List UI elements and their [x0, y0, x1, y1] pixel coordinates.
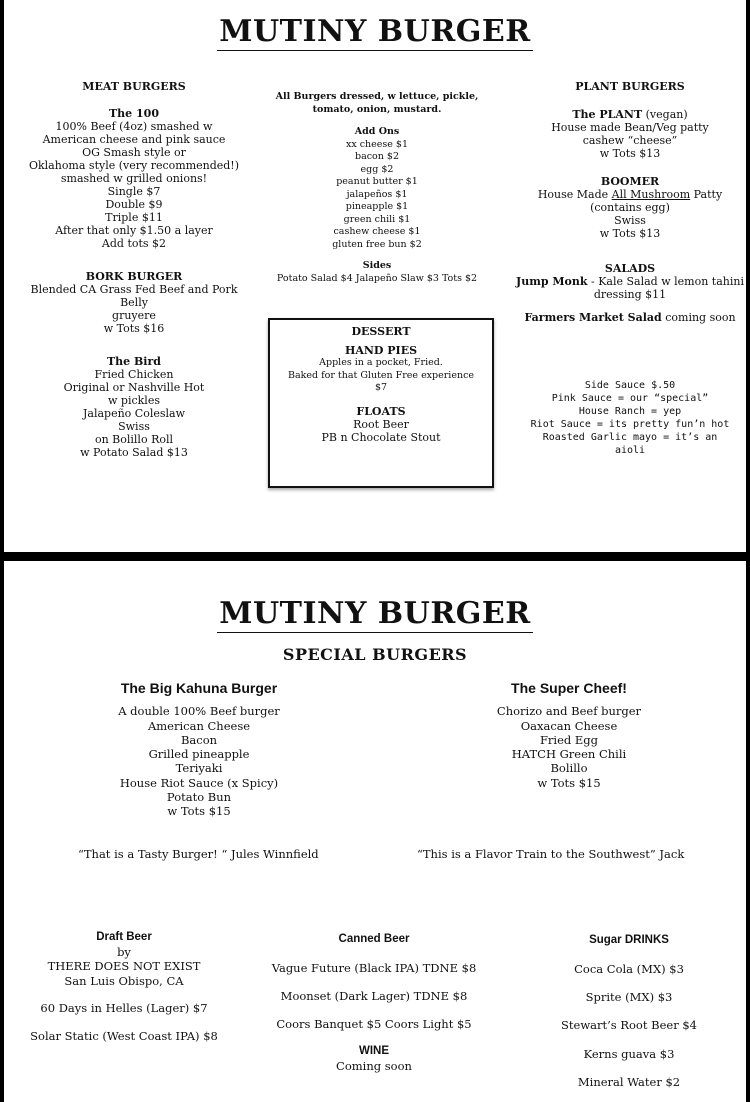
boomer-patty-line: House Made All Mushroom Patty: [537, 188, 723, 201]
the-100-title: The 100: [109, 107, 159, 120]
draft-beer-title: Draft Beer: [96, 931, 152, 943]
boomer-description: (contains egg) Swiss w Tots $13: [590, 201, 670, 240]
super-cheef-description: Chorizo and Beef burger Oaxacan Cheese Fried Egg HATCH Green Chili Bolillo w Tots $15: [496, 704, 642, 790]
big-kahuna-column: [74, 681, 324, 819]
farmers-market-line: Farmers Market Salad coming soon: [524, 311, 736, 324]
sides-title: Sides: [362, 260, 392, 271]
sugar-drink-5: Mineral Water $2: [577, 1075, 681, 1090]
quote-jack: “This is a Flavor Train to the Southwest” Jack: [417, 847, 685, 861]
page1-title: MUTINY BURGER: [219, 14, 531, 49]
page2-title: MUTINY BURGER: [219, 596, 531, 631]
wine-title: WINE: [358, 1045, 390, 1058]
big-kahuna-description: A double 100% Beef burger American Cheese Bacon Grilled pineapple Teriyaki House Riot Sauce (x Spicy) Potato Bun w Tots $15: [118, 704, 280, 819]
quote-jules: “That is a Tasty Burger! “ Jules Winnfield: [78, 847, 319, 861]
super-cheef-column: [444, 681, 694, 790]
canned-beer-2: Moonset (Dark Lager) TDNE $8: [280, 989, 468, 1004]
sugar-drink-1: Coca Cola (MX) $3: [574, 962, 684, 977]
meat-burgers-heading: MEAT BURGERS: [82, 80, 186, 93]
draft-beer-1: 60 Days in Helles (Lager) $7: [40, 1001, 208, 1015]
special-burgers-heading: SPECIAL BURGERS: [282, 645, 468, 664]
super-cheef-title: The Super Cheef!: [511, 680, 627, 696]
canned-beer-column: [258, 932, 490, 1073]
canned-beer-1: Vague Future (Black IPA) TDNE $8: [271, 961, 477, 976]
floats-title: FLOATS: [356, 404, 406, 418]
wine-note: Coming soon: [336, 1058, 412, 1073]
meat-burgers-column: [26, 80, 242, 459]
salads-heading: SALADS: [604, 262, 656, 275]
sugar-drink-4: Kerns guava $3: [583, 1047, 675, 1062]
sides-list: Potato Salad $4 Jalapeño Slaw $3 Tots $2: [276, 272, 478, 284]
sugar-drink-3: Stewart’s Root Beer $4: [561, 1018, 697, 1033]
big-kahuna-title: The Big Kahuna Burger: [120, 680, 278, 696]
add-ons-column: [262, 91, 492, 285]
jump-monk-line-2: dressing $11: [593, 288, 667, 301]
jump-monk-line: Jump Monk - Kale Salad w lemon tahini: [516, 275, 744, 288]
sauces-list: Side Sauce $.50 Pink Sauce = our “special” House Ranch = yep Riot Sauce = its pretty fun’n hot Roasted Garlic mayo = it’s an aioli: [530, 380, 730, 456]
canned-beer-title: Canned Beer: [338, 933, 410, 945]
add-ons-list: xx cheese $1 bacon $2 egg $2 peanut butter $1 jalapeños $1 pineapple $1 green chili $1 cashew cheese $1 gluten free bun $2: [332, 138, 422, 250]
dessert-box: [268, 318, 494, 488]
canned-beer-3: Coors Banquet $5 Coors Light $5: [276, 1017, 472, 1032]
sugar-drinks-title: Sugar DRINKS: [589, 934, 669, 946]
menu-page-2: [4, 561, 746, 1102]
the-bird-description: Fried Chicken Original or Nashville Hot w pickles Jalapeño Coleslaw Swiss on Bolillo Roll w Potato Salad $13: [63, 368, 205, 459]
plant-burgers-column: [512, 80, 746, 324]
bork-burger-description: Blended CA Grass Fed Beef and Pork Belly gruyere w Tots $16: [30, 283, 238, 335]
sugar-drink-2: Sprite (MX) $3: [585, 990, 673, 1005]
bork-burger-title: BORK BURGER: [85, 270, 183, 283]
sugar-drinks-column: [542, 933, 716, 1089]
plant-burgers-heading: PLANT BURGERS: [575, 80, 685, 93]
add-ons-title: Add Ons: [354, 126, 400, 137]
hand-pies-description: Apples in a pocket, Fried. Baked for that Gluten Free experience $7: [287, 357, 475, 393]
the-100-description: 100% Beef (4oz) smashed w American cheese and pink sauce OG Smash style or Oklahoma style (very recommended!) smashed w grilled onions! Single $7 Double $9 Triple $11 After that only $1.50 a layer Add tots $2: [28, 120, 240, 250]
the-plant-title: The PLANT (vegan): [572, 108, 688, 121]
menu-page-1: [4, 0, 746, 552]
the-bird-title: The Bird: [107, 355, 161, 368]
burgers-dressed-note: All Burgers dressed, w lettuce, pickle, tomato, onion, mustard.: [275, 91, 479, 115]
hand-pies-title: HAND PIES: [344, 344, 418, 357]
the-plant-description: House made Bean/Veg patty cashew “cheese” w Tots $13: [551, 121, 709, 160]
draft-beer-column: Draft Beer by THERE DOES NOT EXIST San Luis Obispo, CA 60 Days in Helles (Lager) $7 Solar Static (West Coast IPA) $8: [18, 930, 230, 1043]
boomer-title: BOOMER: [600, 175, 660, 188]
draft-beer-2: Solar Static (West Coast IPA) $8: [30, 1028, 218, 1043]
floats-list: Root Beer PB n Chocolate Stout: [321, 417, 441, 444]
dessert-title: DESSERT: [351, 325, 411, 338]
